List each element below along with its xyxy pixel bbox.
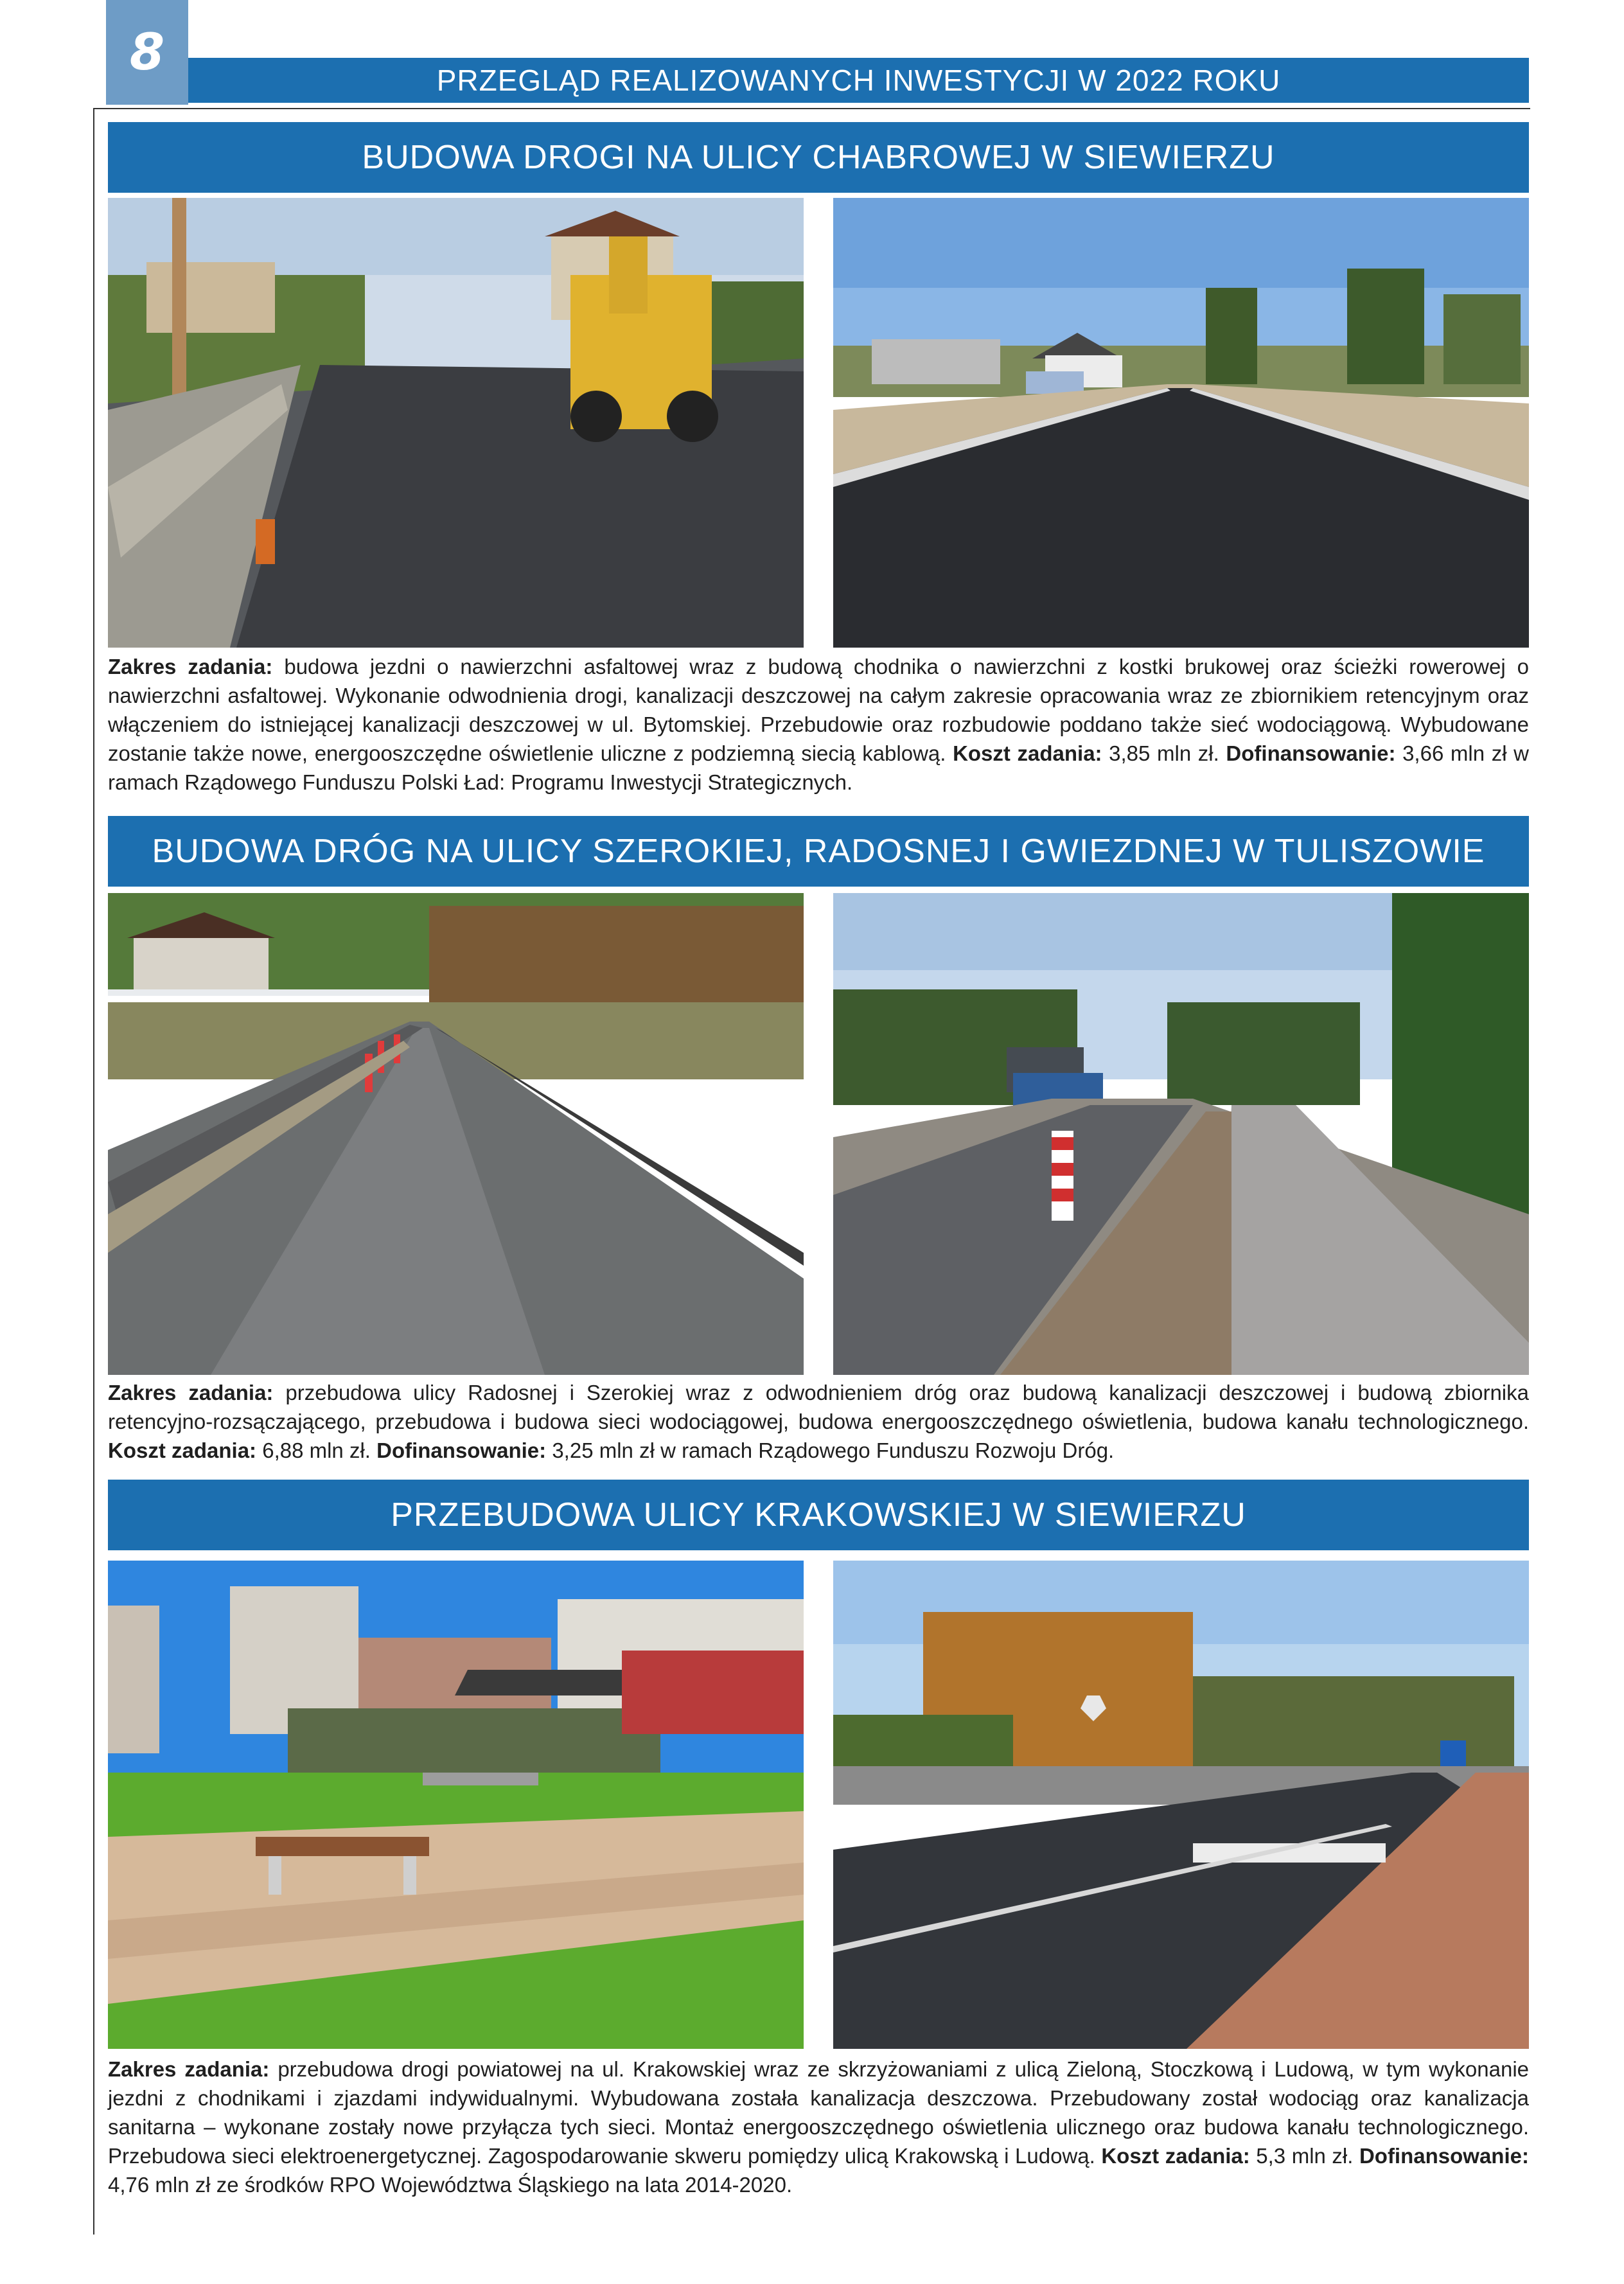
- section-1-title: BUDOWA DROGI NA ULICY CHABROWEJ W SIEWIERZU: [108, 122, 1529, 193]
- page-header-title: PRZEGLĄD REALIZOWANYCH INWESTYCJI W 2022 ROKU: [188, 58, 1529, 103]
- section-2-cost-label: Koszt zadania:: [108, 1439, 257, 1462]
- section-3-cost-value: 5,3 mln zł.: [1249, 2144, 1359, 2168]
- section-1-cost-value: 3,85 mln zł.: [1102, 741, 1226, 765]
- frame-left-line: [93, 108, 94, 2235]
- section-1-funding-label: Dofinansowanie:: [1226, 741, 1396, 765]
- page-number: 8: [106, 0, 188, 105]
- section-2-cost-value: 6,88 mln zł.: [256, 1439, 377, 1462]
- section-2-title: BUDOWA DRÓG NA ULICY SZEROKIEJ, RADOSNEJ I GWIEZDNEJ W TULISZOWIE: [108, 816, 1529, 887]
- section-3-funding-label: Dofinansowanie:: [1359, 2144, 1529, 2168]
- section-3-scope-text: przebudowa drogi powiatowej na ul. Krakowskiej wraz ze skrzyżowaniami z ulicą Zieloną, Stoczkową i Ludową, w tym wykonanie jezdni z chodnikami i zjazdami indywidualnymi. Wybudowana została kanalizacja deszczowa. Przebudowany został wodociąg oraz kanalizacja sanitarna – wykonane zostały nowe przyłącza tych sieci. Montaż energooszczędnego oświetlenia ulicznego oraz budowa kanału technologicznego. Przebudowa sieci elektroenergetycznej. Zagospodarowanie skweru pomiędzy ulicą Krakowską i Ludową.: [108, 2057, 1530, 2168]
- section-1-photo-left: [108, 198, 804, 648]
- frame-top-line: [93, 108, 1530, 109]
- section-3-title: PRZEBUDOWA ULICY KRAKOWSKIEJ W SIEWIERZU: [108, 1480, 1529, 1550]
- section-3-cost-label: Koszt zadania:: [1101, 2144, 1250, 2168]
- section-2-photo-left: [108, 893, 804, 1375]
- section-3-photo-right: [833, 1561, 1529, 2049]
- section-1-cost-label: Koszt zadania:: [953, 741, 1102, 765]
- section-1-description: [108, 652, 1529, 797]
- section-1-photo-right: [833, 198, 1529, 648]
- section-2-scope-label: Zakres zadania:: [108, 1381, 274, 1404]
- section-1-scope-label: Zakres zadania:: [108, 655, 273, 678]
- section-1-scope-text: budowa jezdni o nawierzchni asfaltowej wraz z budową chodnika o nawierzchni z kostki brukowej oraz ścieżki rowerowej o nawierzchni asfaltowej. Wykonanie odwodnienia drogi, kanalizacji deszczowej na całym zakresie opracowania wraz ze zbiornikiem retencyjnym oraz włączeniem do istniejącej kanalizacji deszczowej w ul. Bytomskiej. Przebudowie oraz rozbudowie poddano także sieć wodociągową. Wybudowane zostanie także nowe, energooszczędne oświetlenie uliczne z podziemną siecią kablową.: [108, 655, 1529, 765]
- section-2-photo-right: [833, 893, 1529, 1375]
- section-3-description: [108, 2055, 1529, 2199]
- section-3-funding-value: 4,76 mln zł ze środków RPO Województwa Śląskiego na lata 2014-2020.: [108, 2173, 793, 2197]
- section-3-photo-left: [108, 1561, 804, 2049]
- section-2-funding-label: Dofinansowanie:: [376, 1439, 547, 1462]
- section-2-funding-value: 3,25 mln zł w ramach Rządowego Funduszu Rozwoju Dróg.: [546, 1439, 1115, 1462]
- section-3-scope-label: Zakres zadania:: [108, 2057, 270, 2081]
- section-2-scope-text: przebudowa ulicy Radosnej i Szerokiej wraz z odwodnieniem dróg oraz budową kanalizacji deszczowej i budową zbiornika retencyjno-rozsączającego, przebudowa i budowa sieci wodociągowej, budowa energooszczędnego oświetlenia, budowa kanału technologicznego.: [108, 1381, 1529, 1433]
- section-1-funding-value: 3,66 mln zł w ramach Rządowego Funduszu Polski Ład: Programu Inwestycji Strategicznych.: [108, 741, 1529, 794]
- section-2-description: [108, 1378, 1529, 1465]
